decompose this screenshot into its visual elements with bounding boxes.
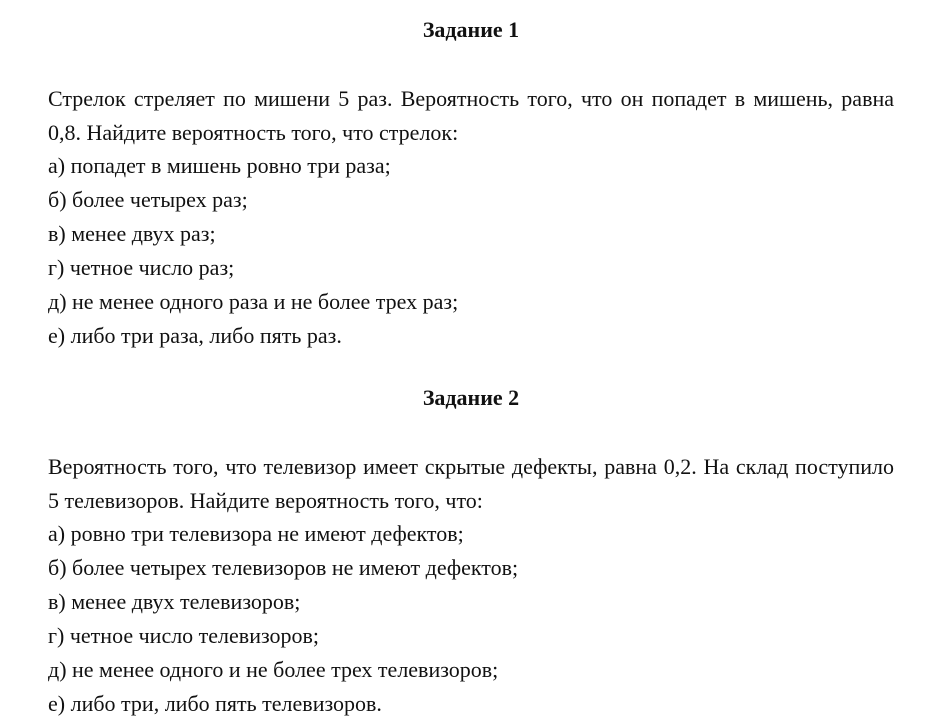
- task-1-item-v: в) менее двух раз;: [48, 221, 216, 246]
- task-1-item-g: г) четное число раз;: [48, 255, 235, 280]
- task-1-item-b: б) более четырех раз;: [48, 187, 248, 212]
- task-2-item-b: б) более четырех телевизоров не имеют дефектов;: [48, 555, 519, 580]
- task-2-item-d: д) не менее одного и не более трех телевизоров;: [48, 657, 499, 682]
- task-1-item-e: е) либо три раза, либо пять раз.: [48, 323, 342, 348]
- task-2-items: [48, 517, 894, 721]
- task-1-items: [48, 149, 894, 353]
- task-2: [48, 382, 894, 721]
- task-1-title: Задание 1: [422, 17, 520, 42]
- task-1-item-a: а) попадет в мишень ровно три раза;: [48, 153, 391, 178]
- task-2-statement: Вероятность того, что телевизор имеет скрытые дефекты, равна 0,2. На склад поступило 5 телевизоров. Найдите вероятность того, что:: [48, 454, 894, 513]
- task-1-item-d: д) не менее одного раза и не более трех раз;: [48, 289, 459, 314]
- task-2-item-g: г) четное число телевизоров;: [48, 623, 320, 648]
- task-2-item-e: е) либо три, либо пять телевизоров.: [48, 691, 382, 716]
- task-2-item-a: а) ровно три телевизора не имеют дефектов;: [48, 521, 464, 546]
- task-1-statement: Стрелок стреляет по мишени 5 раз. Вероятность того, что он попадет в мишень, равна 0,8. Найдите вероятность того, что стрелок:: [48, 86, 894, 145]
- task-1: [48, 14, 894, 353]
- task-2-title: Задание 2: [422, 385, 520, 410]
- task-2-item-v: в) менее двух телевизоров;: [48, 589, 301, 614]
